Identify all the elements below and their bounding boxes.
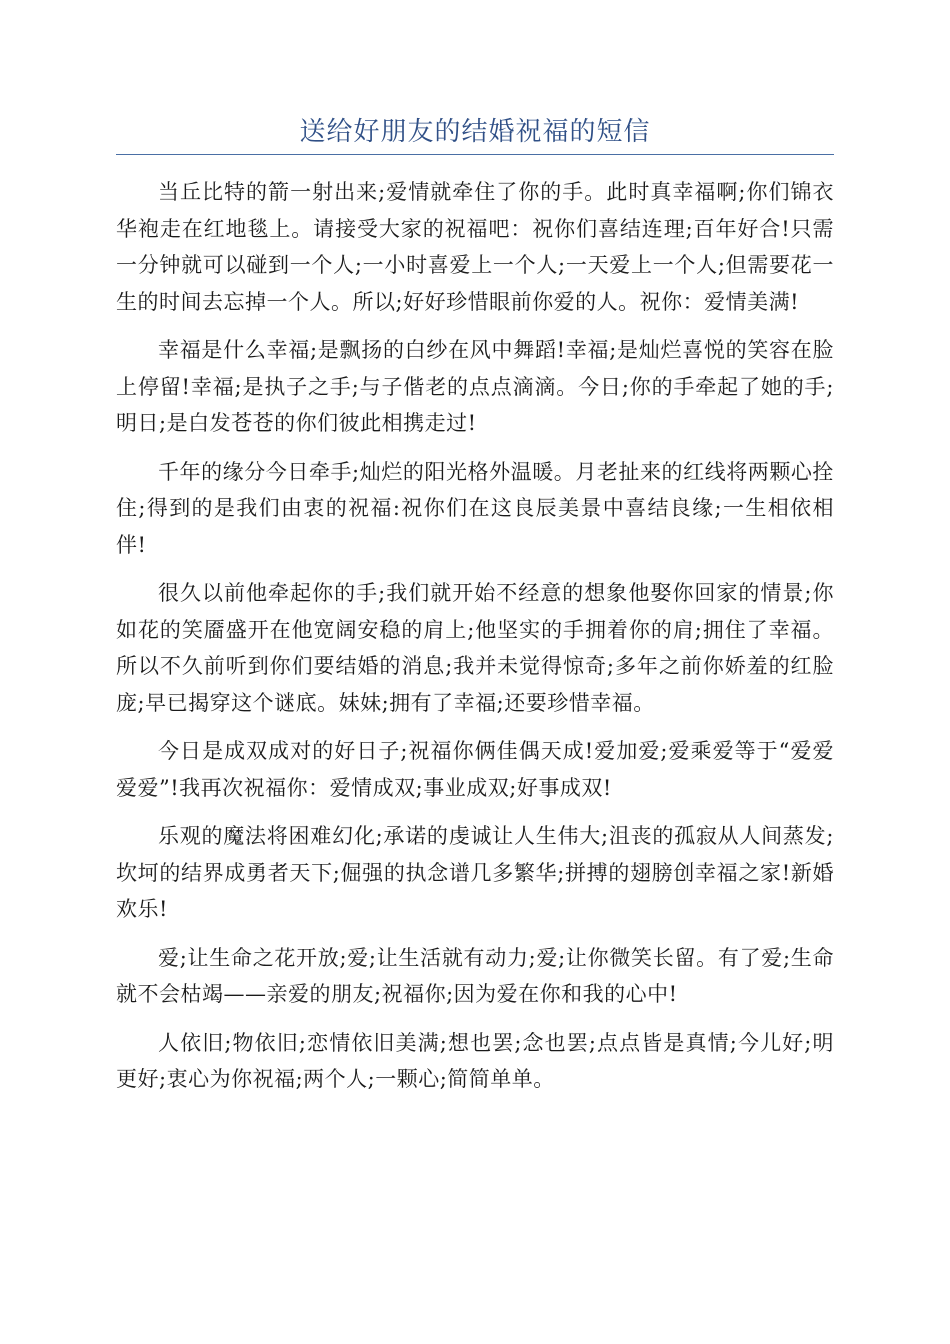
paragraph-3: 千年的缘分今日牵手;灿烂的阳光格外温暖。月老扯来的红线将两颗心拴住;得到的是我们由衷的祝福:祝你们在这良辰美景中喜结良缘;一生相依相伴! (116, 459, 834, 557)
paragraph-1: 当丘比特的箭一射出来;爱情就牵住了你的手。此时真幸福啊;你们锦衣华袍走在红地毯上。请接受大家的祝福吧：祝你们喜结连理;百年好合!只需一分钟就可以碰到一个人;一小时喜爱上一个人;一天爱上一个人;但需要花一生的时间去忘掉一个人。所以;好好珍惜眼前你爱的人。祝你：爱情美满! (116, 180, 834, 314)
paragraph-5: 今日是成双成对的好日子;祝福你俩佳偶天成!爱加爱;爱乘爱等于“爱爱爱爱”!我再次祝福你：爱情成双;事业成双;好事成双! (116, 739, 834, 800)
paragraph-7: 爱;让生命之花开放;爱;让生活就有动力;爱;让你微笑长留。有了爱;生命就不会枯竭——亲爱的朋友;祝福你;因为爱在你和我的心中! (116, 945, 834, 1006)
document-body (116, 174, 834, 1110)
paragraph-2: 幸福是什么幸福;是飘扬的白纱在风中舞蹈!幸福;是灿烂喜悦的笑容在脸上停留!幸福;是执子之手;与子偕老的点点滴滴。今日;你的手牵起了她的手;明日;是白发苍苍的你们彼此相携走过! (116, 338, 834, 435)
paragraph-8: 人依旧;物依旧;恋情依旧美满;想也罢;念也罢;点点皆是真情;今儿好;明更好;衷心为你祝福;两个人;一颗心;简简单单。 (116, 1030, 834, 1091)
title-underline (116, 154, 834, 155)
page-title: 送给好朋友的结婚祝福的短信 (299, 117, 651, 147)
paragraph-4: 很久以前他牵起你的手;我们就开始不经意的想象他娶你回家的情景;你如花的笑靥盛开在他宽阔安稳的肩上;他坚实的手拥着你的肩;拥住了幸福。所以不久前听到你们要结婚的消息;我并未觉得惊奇;多年之前你娇羞的红脸庞;早已揭穿这个谜底。妹妹;拥有了幸福;还要珍惜幸福。 (116, 581, 834, 715)
paragraph-6: 乐观的魔法将困难幻化;承诺的虔诚让人生伟大;沮丧的孤寂从人间蒸发;坎坷的结界成勇者天下;倔强的执念谱几多繁华;拼搏的翅膀创幸福之家!新婚欢乐! (116, 824, 834, 921)
